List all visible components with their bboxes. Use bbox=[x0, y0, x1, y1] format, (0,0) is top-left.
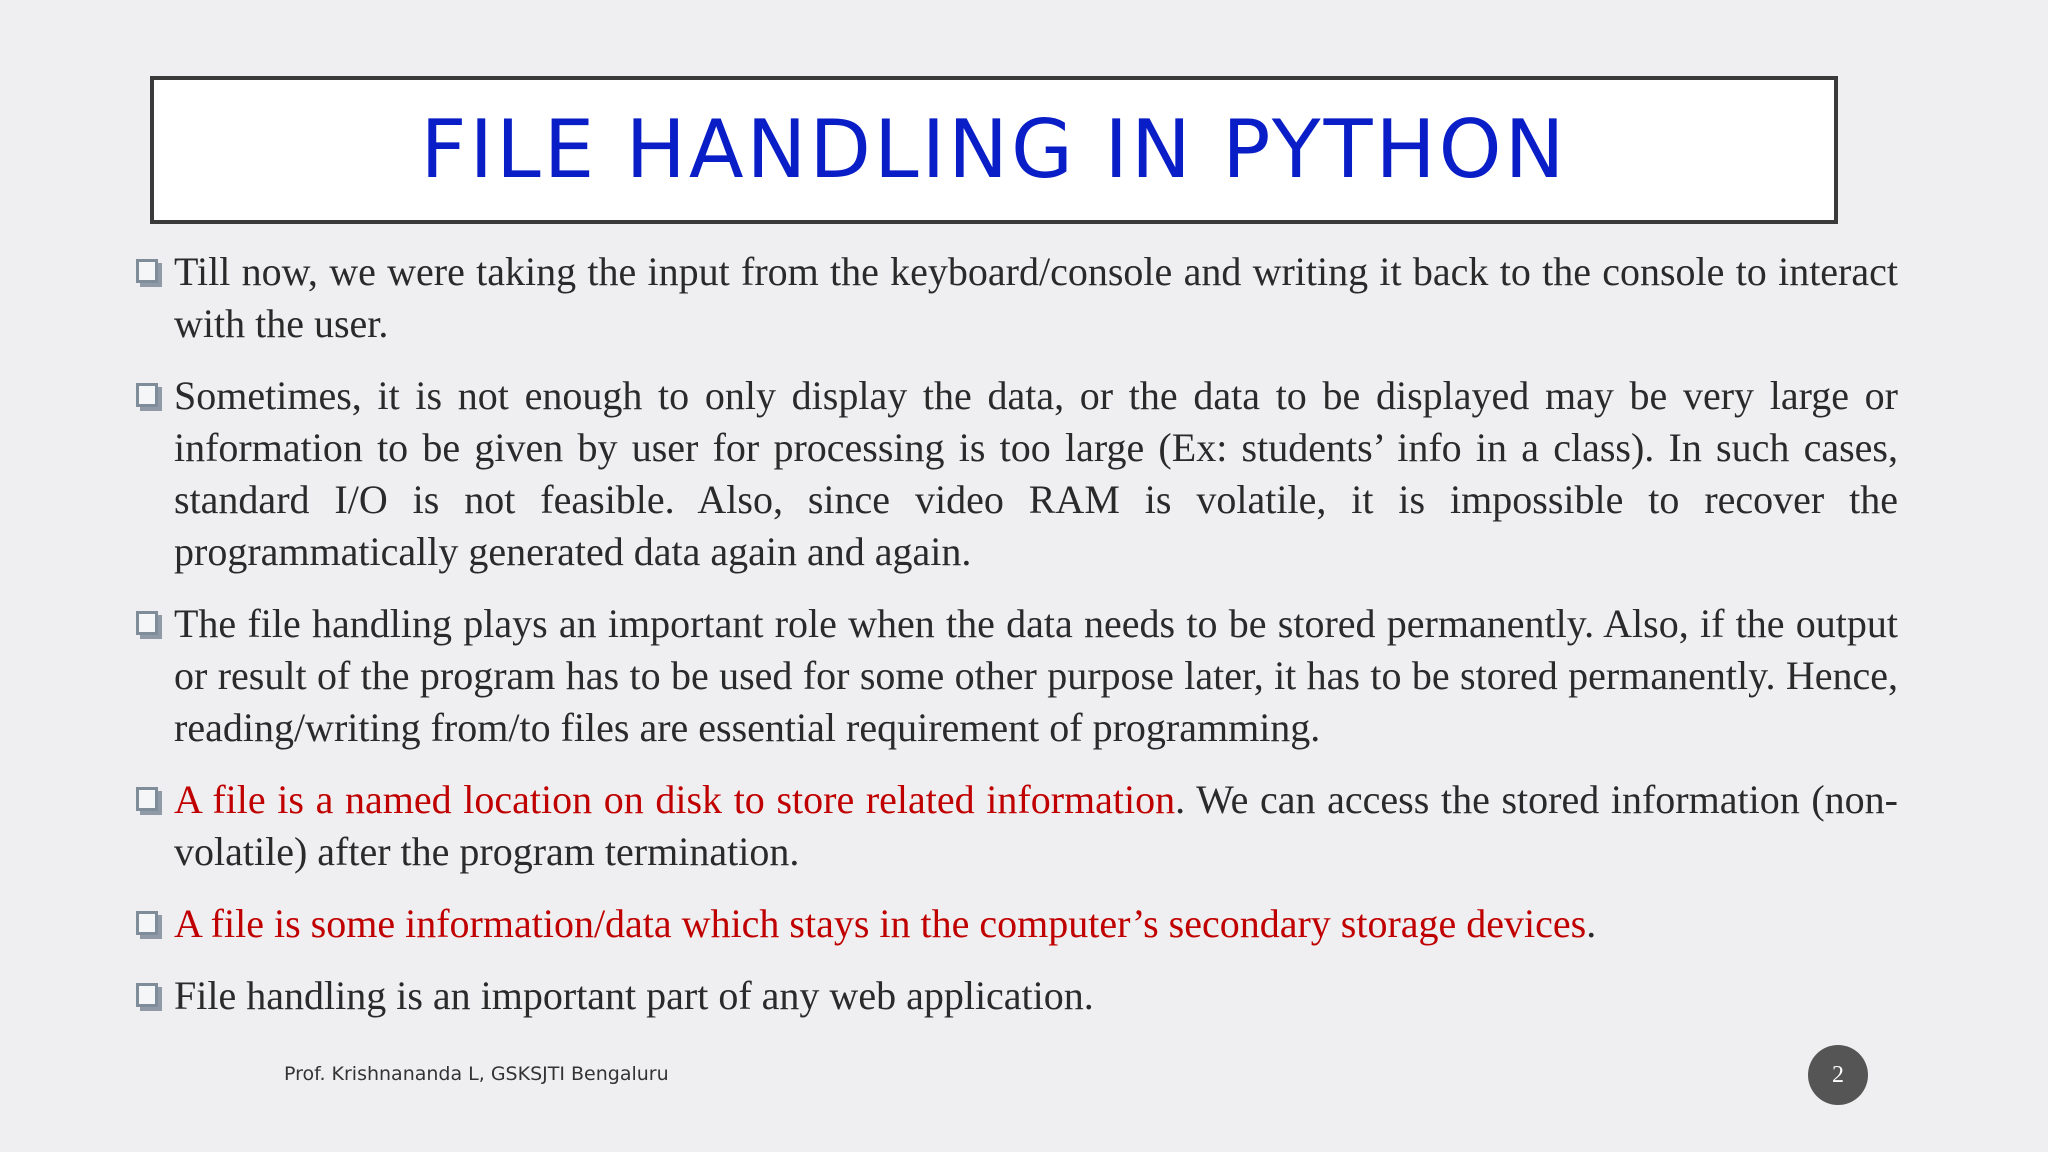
bullet-item bbox=[136, 898, 1898, 950]
bullet-text: Till now, we were taking the input from the keyboard/console and writing it back to the console to interact with the user. bbox=[174, 249, 1898, 346]
checkbox-bullet-icon bbox=[136, 911, 158, 935]
checkbox-bullet-icon bbox=[136, 787, 158, 811]
footer-author: Prof. Krishnananda L, GSKSJTI Bengaluru bbox=[284, 1063, 669, 1085]
page-number-badge: 2 bbox=[1808, 1045, 1868, 1105]
bullet-text: . We can access the stored information (non-volatile) after the program termination. bbox=[174, 777, 1898, 874]
bullet-text: . bbox=[1586, 901, 1597, 946]
bullet-item bbox=[136, 774, 1898, 878]
bullet-text: File handling is an important part of any web application. bbox=[174, 973, 1094, 1018]
highlighted-definition: A file is some information/data which stays in the computer’s secondary storage devices bbox=[174, 901, 1587, 946]
bullet-item bbox=[136, 598, 1898, 754]
bullet-item bbox=[136, 246, 1898, 350]
bullet-list bbox=[136, 246, 1898, 1042]
checkbox-bullet-icon bbox=[136, 383, 158, 407]
checkbox-bullet-icon bbox=[136, 259, 158, 283]
bullet-item bbox=[136, 970, 1898, 1022]
slide-title: FILE HANDLING IN PYTHON bbox=[420, 103, 1568, 196]
bullet-text: Sometimes, it is not enough to only display the data, or the data to be displayed may be very large or information to be given by user for processing is too large (Ex: students’ info in a class). In such cases, standard I/O is not feasible. Also, since video RAM is volatile, it is impossible to recover the programmatically generated data again and again. bbox=[174, 373, 1898, 574]
bullet-text: The file handling plays an important role when the data needs to be stored permanently. Also, if the output or result of the program has to be used for some other purpose later, it has to be stored permanently. Hence, reading/writing from/to files are essential requirement of programming. bbox=[174, 601, 1898, 750]
title-box bbox=[150, 76, 1838, 224]
checkbox-bullet-icon bbox=[136, 611, 158, 635]
checkbox-bullet-icon bbox=[136, 983, 158, 1007]
highlighted-definition: A file is a named location on disk to store related information bbox=[174, 777, 1176, 822]
bullet-item bbox=[136, 370, 1898, 578]
